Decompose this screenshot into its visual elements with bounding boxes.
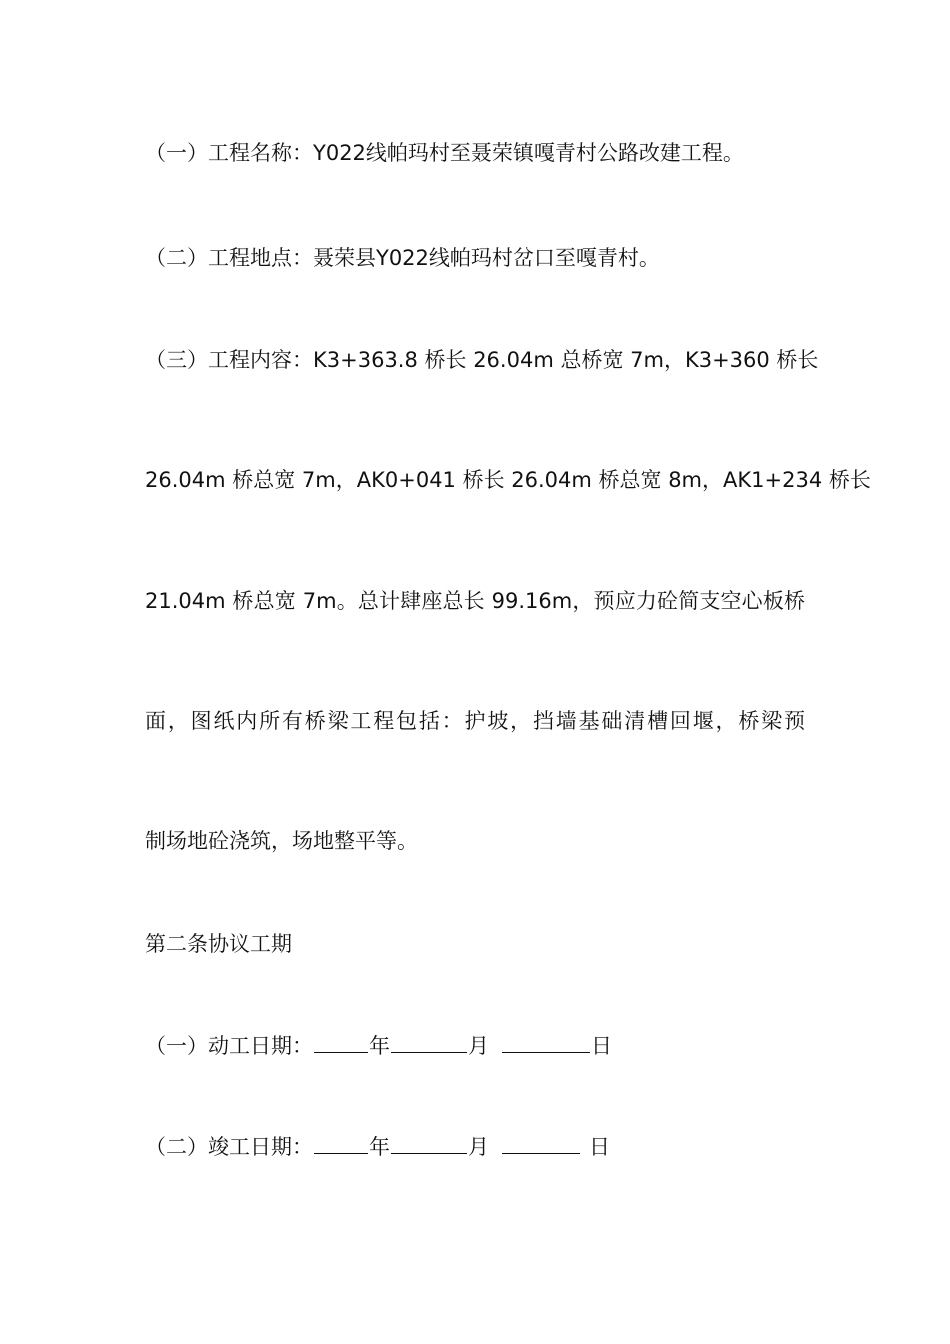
- end-day-unit: 日: [589, 1135, 610, 1159]
- start-date-line: [145, 1030, 612, 1061]
- end-day-blank[interactable]: [502, 1131, 580, 1154]
- end-date-line: [145, 1131, 610, 1162]
- start-year-blank[interactable]: [314, 1030, 368, 1053]
- start-day-blank[interactable]: [502, 1030, 590, 1053]
- project-content-line-4: 面，图纸内所有桥梁工程包括：护坡，挡墙基础清槽回堰，桥梁预: [145, 709, 805, 733]
- start-month-unit: 月: [468, 1034, 489, 1058]
- project-name-line: （一）工程名称：Y022线帕玛村至聂荣镇嘎青村公路改建工程。: [145, 141, 744, 165]
- project-content-line-2: 26.04m 桥总宽 7m，AK0+041 桥长 26.04m 桥总宽 8m，AK1+234 桥长: [145, 468, 871, 492]
- end-month-unit: 月: [468, 1135, 489, 1159]
- start-date-label: （一）动工日期：: [145, 1034, 313, 1058]
- end-date-label: （二）竣工日期：: [145, 1135, 313, 1159]
- section-heading-contract-period: 第二条协议工期: [145, 932, 292, 956]
- end-year-unit: 年: [369, 1135, 390, 1159]
- project-location-line: （二）工程地点：聂荣县Y022线帕玛村岔口至嘎青村。: [145, 246, 660, 270]
- project-content-line-5: 制场地砼浇筑，场地整平等。: [145, 829, 418, 853]
- start-day-unit: 日: [591, 1034, 612, 1058]
- end-year-blank[interactable]: [314, 1131, 368, 1154]
- project-content-line-1: （三）工程内容：K3+363.8 桥长 26.04m 总桥宽 7m，K3+360 桥长: [145, 348, 819, 372]
- start-month-blank[interactable]: [391, 1030, 467, 1053]
- start-year-unit: 年: [369, 1034, 390, 1058]
- end-month-blank[interactable]: [391, 1131, 467, 1154]
- project-content-line-3: 21.04m 桥总宽 7m。总计肆座总长 99.16m，预应力砼简支空心板桥: [145, 589, 805, 613]
